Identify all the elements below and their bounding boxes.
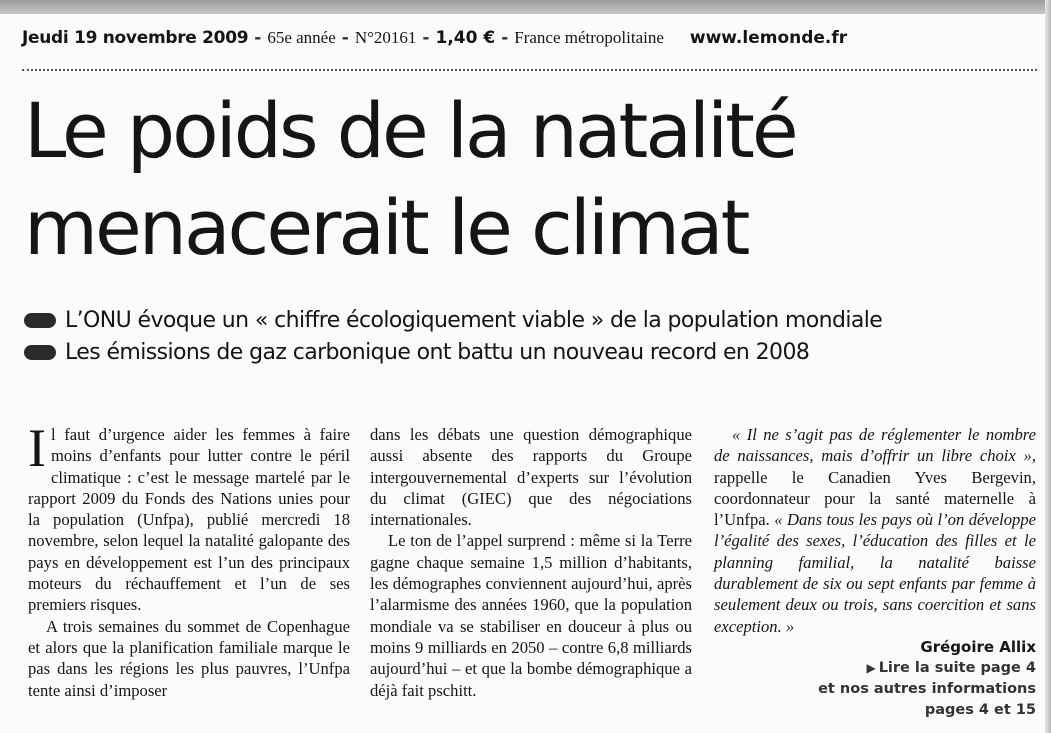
quote: « Dans tous les pays où l’on développe l’égalité des sexes, l’éducation des filles et le planning familial, la natalité baisse durablement de six ou sept enfants par femme à seulement deux ou trois, sans coercition et sans exception. » xyxy=(714,510,1036,636)
scan-edge-top xyxy=(0,0,1051,14)
issue-number: N°20161 xyxy=(354,28,417,47)
subhead-2 xyxy=(24,337,1034,367)
headline-line-1: Le poids de la natalité xyxy=(24,86,796,175)
subhead-text: L’ONU évoque un « chiffre écologiquement viable » de la population mondiale xyxy=(65,307,883,333)
site-url: www.lemonde.fr xyxy=(689,28,848,48)
issue-price: 1,40 € xyxy=(435,28,496,48)
article-column-3 xyxy=(714,424,1036,721)
drop-cap: I xyxy=(28,418,46,478)
bullet-icon xyxy=(24,345,56,360)
play-arrow-icon: ▶ xyxy=(866,660,876,675)
more-info-line-2: pages 4 et 15 xyxy=(924,701,1036,718)
paragraph: Il faut d’urgence aider les femmes à faire moins d’enfants pour lutter contre le péril climatique : c’est le message martelé par le rapport 2009 du Fonds des Nations unies pour la population (Unfpa), publié mercredi 18 novembre, selon lequel la natalité galopante des pays en développement est l’un des principaux moteurs du réchauffement et l’un de ses premiers risques. xyxy=(28,418,350,615)
headline xyxy=(24,82,1034,276)
subhead-text: Les émissions de gaz carbonique ont battu un nouveau record en 2008 xyxy=(65,339,810,365)
paragraph: dans les débats une question démographique aussi absente des rapports du Groupe intergouvernemental d’experts sur l’évolution du climat (GIEC) que des négociations internationales. xyxy=(370,425,692,530)
paragraph: « Il ne s’agit pas de réglementer le nombre de naissances, mais d’offrir un libre choix », rappelle le Canadien Yves Bergevin, coordonnateur pour la santé maternelle à l’Unfpa. « Dans tous les pays où l’on développe l’égalité des sexes, l’éducation des filles et le planning familial, la natalité baisse durablement de six ou sept enfants par femme à seulement deux ou trois, sans coercition et sans exception. » xyxy=(714,425,1036,636)
article-column-1 xyxy=(28,418,350,701)
bullet-icon xyxy=(24,313,56,328)
edition-region: France métropolitaine xyxy=(514,28,664,47)
continue-link[interactable]: ▶ Lire la suite page 4 xyxy=(866,659,1036,676)
more-info-line-1: et nos autres informations xyxy=(818,680,1036,697)
paragraph: Le ton de l’appel surprend : même si la Terre gagne chaque semaine 1,5 million d’habitants, les démographes conviennent aujourd’hui, après l’alarmisme des années 1960, que la population mondiale va se stabiliser en douceur à plus ou moins 9 milliards en 2050 – contre 6,8 milliards aujourd’hui – et que la bombe démographique a déjà fait pschitt. xyxy=(370,531,692,700)
issue-date: Jeudi 19 novembre 2009 xyxy=(22,28,249,48)
dotted-divider xyxy=(22,69,1037,71)
masthead: Jeudi 19 novembre 2009 - 65e année - N°20161 - 1,40 € - France métropolitaine www.lemonde.fr xyxy=(22,28,848,48)
subhead-1 xyxy=(24,305,1034,335)
paragraph: A trois semaines du sommet de Copenhague et alors que la planification familiale marque le pas dans les régions les plus pauvres, l’Unfpa tente ainsi d’imposer xyxy=(28,616,350,700)
scan-edge-right xyxy=(1045,0,1051,733)
subheads xyxy=(24,305,1034,369)
byline: Grégoire Allix xyxy=(920,637,1036,656)
quote: « Il ne s’agit pas de réglementer le nombre de naissances, mais d’offrir un libre choix » xyxy=(714,425,1036,466)
edition-year: 65e année xyxy=(267,28,336,47)
article-column-2 xyxy=(370,424,692,701)
headline-line-2: menacerait le climat xyxy=(24,183,748,272)
